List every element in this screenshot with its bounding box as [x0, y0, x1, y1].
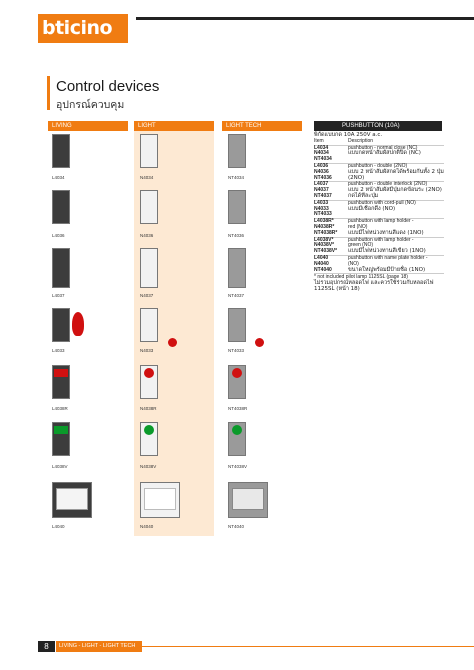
red-lamp-icon: [144, 368, 154, 378]
green-lamp-icon: [144, 425, 154, 435]
item-code: NT4036: [314, 174, 332, 181]
title-accent: [47, 76, 50, 110]
item-description: [348, 201, 444, 218]
product-code: NT4036: [228, 233, 245, 238]
product-code: NT4037: [228, 293, 245, 298]
item-code: N4034: [314, 150, 329, 157]
item-code: N4038V*: [314, 242, 335, 249]
item-description: [348, 256, 444, 273]
device-image: [140, 190, 158, 224]
green-lamp-icon: [54, 426, 68, 434]
product-code: N4036: [140, 233, 154, 238]
description-line: pushbutton with cord-pull (NO): [348, 199, 416, 206]
item-code: L4038V*: [314, 236, 334, 243]
description-line: pushbutton with lamp holder -: [348, 218, 414, 225]
item-code: NT4038V*: [314, 248, 338, 255]
description-line: ขนาดใหญ่พร้อมมีป้ายชื่อ (1NO): [348, 266, 426, 273]
item-codes: [314, 164, 348, 181]
table-row: [314, 164, 444, 182]
footer-rule: [142, 646, 474, 647]
item-codes: [314, 146, 348, 163]
table-row: [314, 146, 444, 164]
product-code: L4040: [52, 524, 65, 529]
name-plate-icon: [56, 488, 88, 510]
red-lamp-icon: [232, 368, 242, 378]
footnote: [314, 275, 444, 292]
item-description: [348, 219, 444, 236]
description-line: กดได้ทีละปุ่ม: [348, 192, 379, 199]
footnote-line: ไม่รวมอุปกรณ์หลอดไฟ และควรใช้ร่วมกับหลอดไฟ: [314, 280, 434, 287]
panel-heading: PUSHBUTTON (10A): [314, 121, 442, 131]
product-code: L4036: [52, 233, 65, 238]
device-image: [140, 248, 158, 288]
item-codes: [314, 238, 348, 255]
item-code: N4033: [314, 205, 329, 212]
table-row: [314, 182, 444, 200]
spec-table: [314, 133, 444, 293]
page-number: 8: [38, 641, 55, 652]
item-code: L4037: [314, 181, 329, 188]
product-code: N4034: [140, 175, 154, 180]
description-line: pushbutton with lamp holder -: [348, 236, 414, 243]
col-header-desc: Description: [348, 137, 374, 144]
item-description: [348, 146, 444, 163]
cord-pull-icon: [255, 338, 264, 347]
item-description: [348, 182, 444, 199]
product-code: L4033: [52, 348, 65, 353]
col-header-item: Item: [314, 137, 324, 144]
item-code: NT4040: [314, 266, 332, 273]
description-line: pushbutton - normal close (NC): [348, 144, 418, 151]
device-image: [52, 190, 70, 224]
product-code: L4037: [52, 293, 65, 298]
name-plate-icon: [232, 488, 264, 510]
page-title: Control devices: [56, 78, 160, 95]
item-code: N4038R*: [314, 223, 335, 230]
green-lamp-icon: [232, 425, 242, 435]
product-code: L4038V: [52, 464, 68, 469]
name-plate-icon: [144, 488, 176, 510]
red-lamp-icon: [54, 369, 68, 377]
product-code: L4034: [52, 175, 65, 180]
description-line: pushbutton - double (2NO): [348, 162, 408, 169]
device-image: [52, 134, 70, 168]
item-code: NT4038R*: [314, 229, 338, 236]
item-code: L4034: [314, 144, 329, 151]
table-row: [314, 219, 444, 237]
brand-logo: bticino: [38, 14, 128, 43]
product-code: NT4038R: [228, 406, 248, 411]
description-line: red (NO): [348, 223, 368, 230]
footnote-line: * not included pilot lamp 1125SL (page 18): [314, 274, 408, 281]
description-line: แบบมีเชือกดึง (NO): [348, 205, 396, 212]
item-description: [348, 238, 444, 255]
column-header: LIGHT TECH: [222, 121, 302, 131]
cord-pull-icon: [72, 312, 84, 336]
product-code: N4033: [140, 348, 154, 353]
product-code: N4040: [140, 524, 154, 529]
table-row: [314, 238, 444, 256]
description-line: green (NO): [348, 242, 374, 249]
footnote-line: 1125SL (หน้า 18): [314, 285, 360, 292]
cord-pull-icon: [168, 338, 177, 347]
footer-label: LIVING - LIGHT - LIGHT TECH: [56, 641, 142, 652]
product-code: N4038R: [140, 406, 157, 411]
item-code: L4036: [314, 162, 329, 169]
table-row: [314, 256, 444, 274]
item-codes: [314, 182, 348, 199]
item-codes: [314, 201, 348, 218]
description-line: แบบมีไฟหน่วงทานสีแดง (1NO): [348, 229, 424, 236]
item-code: L4033: [314, 199, 329, 206]
product-code: NT4038V: [228, 464, 248, 469]
device-image: [52, 248, 70, 288]
description-line: pushbutton - double interlock (2NO): [348, 181, 428, 188]
item-code: NT4033: [314, 211, 332, 218]
item-code: N4037: [314, 187, 329, 194]
description-line: แบบ 2 หน้าสัมผัสกดได้พร้อมกันทั้ง 2 ปุ่ม (2NO): [348, 168, 444, 181]
device-image: [228, 248, 246, 288]
page-subtitle: อุปกรณ์ควบคุม: [56, 99, 125, 111]
device-image: [52, 308, 70, 342]
product-code: N4037: [140, 293, 154, 298]
item-code: L4038R*: [314, 218, 334, 225]
device-image: [140, 308, 158, 342]
device-image: [140, 134, 158, 168]
description-line: pushbutton with name plate holder -: [348, 254, 428, 261]
item-code: N4040: [314, 260, 329, 267]
description-line: แบบมีไฟหน่วงทานสีเขียว (1NO): [348, 248, 426, 255]
item-code: NT4037: [314, 192, 332, 199]
description-line: แบบ 2 หน้าสัมผัสมีปุ่มกดข้อนระ (2NO): [348, 187, 442, 194]
column-header: LIGHT: [134, 121, 214, 131]
column-header: LIVING: [48, 121, 128, 131]
description-line: แบบกดหน้าสัมผัสปกติปิด (NC): [348, 150, 421, 157]
header-rule: [136, 17, 474, 20]
product-code: N4038V: [140, 464, 157, 469]
device-image: [228, 308, 246, 342]
item-codes: [314, 219, 348, 236]
device-image: [228, 190, 246, 224]
table-row: [314, 201, 444, 219]
product-code: L4038R: [52, 406, 68, 411]
product-code: NT4034: [228, 175, 245, 180]
description-line: (NO): [348, 260, 359, 267]
product-code: NT4040: [228, 524, 245, 529]
item-code: NT4034: [314, 156, 332, 163]
rating-text: พิกัดแบบกด 10A 250V a.c.: [314, 132, 383, 138]
item-code: N4036: [314, 168, 329, 175]
product-code: NT4033: [228, 348, 245, 353]
item-codes: [314, 256, 348, 273]
item-description: [348, 164, 444, 181]
item-code: L4040: [314, 254, 329, 261]
device-image: [228, 134, 246, 168]
